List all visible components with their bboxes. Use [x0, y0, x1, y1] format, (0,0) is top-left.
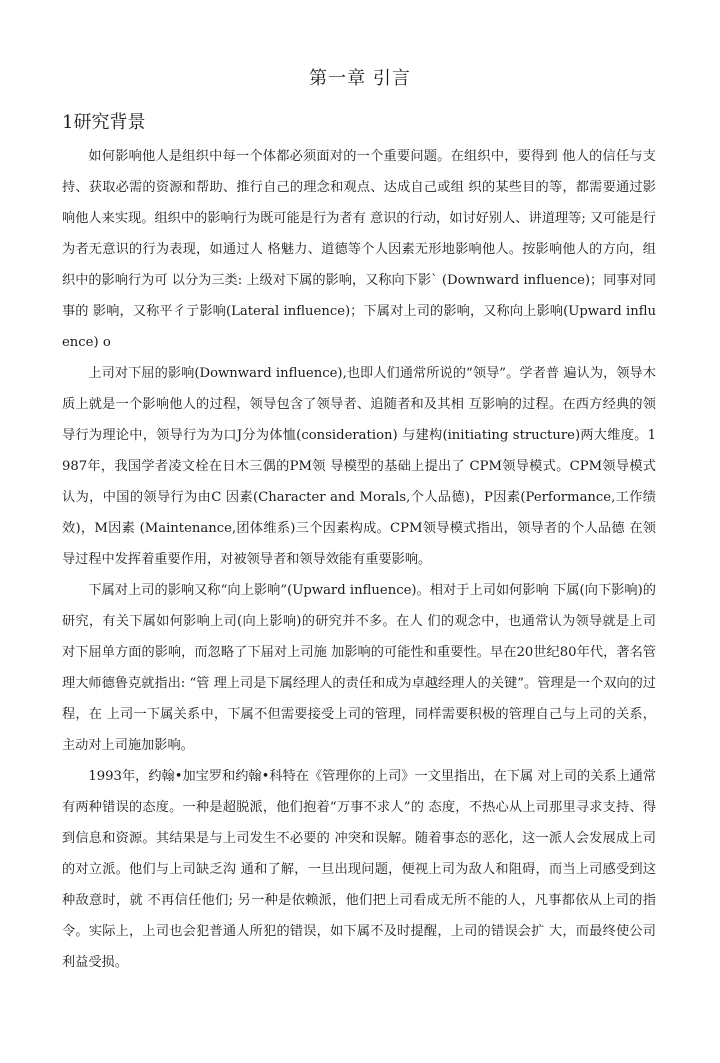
- paragraph-2: 上司对下屈的影响(Downward influence),也即人们通常所说的“领导”。学者普 遍认为，领导木质上就是一个影响他人的过程，领导包含了领导者、追随者和及其相 互影响的过程。在西方经典的领导行为理论中，领导行为为口J分为体恤(consideration) 与建构(initiating structure)两大维度。1987年，我国学者凌文栓在日木三偶的PM领 导模型的基础上提出了 CPM领导模式。CPM领导模式认为，中国的领导行为由C 因素(Character and Morals,个人品德)，P因素(Performance,工作绩效)，M因素 (Maintenance,团体维系)三个因素构成。CPM领导模式指出，领导者的个人品德 在领导过程中发挥着重要作用，对被领导者和领导效能有重要影响。: [62, 366, 656, 567]
- body-text: [62, 141, 656, 978]
- paragraph-3: 下属对上司的影响又称“向上影响”(Upward influence)。相对于上司如何影响 下属(向下影响)的研究，有关下属如何影响上司(向上影响)的研究并不多。在人 们的观念中，也通常认为领导就是上司对下屈单方面的影响，而忽略了下届对上司施 加影响的可能性和重要性。早在20世纪80年代，著名管理大师德鲁克就指出: “管 理上司是下属经理人的责任和成为卓越经理人的关键”。管理是一个双向的过程，在 上司一下属关系中，下属不但需要接受上司的管理，同样需要积极的管理自己与上司的关系，主动对上司施加影响。: [62, 583, 656, 753]
- paragraph-1: 如何影响他人是组织中每一个体都必须面对的一个重要问题。在组织中，要得到 他人的信任与支持、获取必需的资源和帮助、推行自己的理念和观点、达成自己或组 织的某些目的等，都需要通过影响他人来实现。组织中的影响行为既可能是行为者有 意识的行动，如讨好别人、讲道理等; 又可能是行为者无意识的行为表现，如通过人 格魅力、道德等个人因素无形地影响他人。按影响他人的方向，组织中的影响行为可 以分为三类: 上级对下属的影响，又称向下影` (Downward influence)；同事对同事的 影响，又称平彳亍影响(Lateral influence)；下属对上司的影响，又称向上影响(Upward influence) o: [62, 149, 656, 350]
- section-heading: 1研究背景: [62, 112, 146, 133]
- paragraph-4: 1993年，约翰•加宝罗和约翰•科特在《管理你的上司》一文里指出，在下属 对上司的关系上通常有两种错误的态度。一种是超脱派，他们抱着“万事不求人”的 态度，不热心从上司那里寻求支持、得到信息和资源。其结果是与上司发生不必要的 冲突和误解。随着事态的恶化，这一派人会发展成上司的对立派。他们与上司缺乏沟 通和了解，一旦出现问题，便视上司为敌人和阻碍，而当上司感受到这种敌意时，就 不再信任他们; 另一种是依赖派，他们把上司看成无所不能的人，凡事都依从上司的指令。实际上，上司也会犯普通人所犯的错误，如下属不及时提醒，上司的错误会扩 大，而最终使公司利益受损。: [62, 769, 657, 970]
- chapter-title: 第一章 引言: [309, 68, 411, 89]
